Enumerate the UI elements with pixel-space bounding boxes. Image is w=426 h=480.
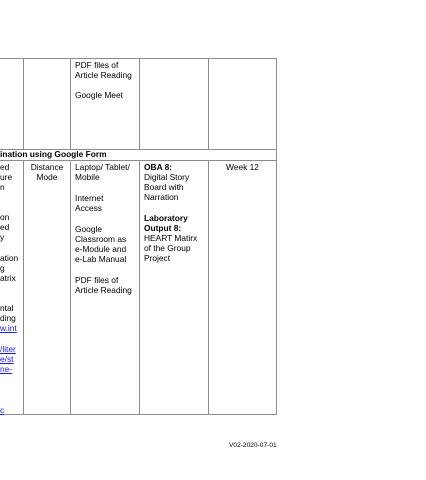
resources-line-7: Classroom as bbox=[75, 234, 127, 244]
left-fragment-7: y bbox=[0, 232, 5, 242]
left-fragment-11: atrix bbox=[0, 273, 16, 283]
resources-line-1: Mobile bbox=[75, 172, 100, 182]
lab-line-2: Project bbox=[144, 253, 171, 263]
resources-line-3: Internet bbox=[75, 193, 104, 203]
output-line-2: Narration bbox=[144, 192, 179, 202]
left-link-last[interactable]: c bbox=[0, 405, 5, 415]
left-link-4[interactable]: ne- bbox=[0, 364, 13, 374]
col-divider-1-lower bbox=[23, 160, 24, 415]
resources-line-8: e-Module and bbox=[75, 244, 127, 254]
col-divider-5 bbox=[276, 58, 277, 149]
resources-line-11: PDF files of bbox=[75, 275, 119, 285]
left-fragment-1: ure bbox=[0, 172, 13, 182]
left-link-0[interactable]: w.int bbox=[0, 323, 17, 333]
col-divider-2 bbox=[70, 58, 71, 149]
resources-line-6: Google bbox=[75, 224, 103, 234]
table-bottom-border bbox=[0, 414, 276, 415]
left-fragment-14: ntal bbox=[0, 303, 14, 313]
mode-line-1: Mode bbox=[36, 172, 58, 182]
col-divider-4-lower bbox=[208, 160, 209, 415]
output-line-0: Digital Story bbox=[144, 172, 190, 182]
lab-line-1: of the Group bbox=[144, 243, 191, 253]
resources-line-9: e-Lab Manual bbox=[75, 254, 127, 264]
col-divider-5-lower bbox=[276, 149, 277, 415]
lab-title-0: Laboratory bbox=[144, 213, 188, 223]
col-divider-2-lower bbox=[70, 160, 71, 415]
left-link-2[interactable]: /liter bbox=[0, 344, 16, 354]
col-divider-1 bbox=[23, 58, 24, 149]
mode-line-0: Distance bbox=[30, 162, 64, 172]
resources-line-0: Laptop/ Tablet/ bbox=[75, 162, 130, 172]
lab-title-1: Output 8: bbox=[144, 223, 182, 233]
left-fragment-0: ed bbox=[0, 162, 10, 172]
lab-line-0: HEART Matirx bbox=[144, 233, 198, 243]
section-header: ination using Google Form bbox=[0, 149, 107, 159]
resources-line-4: Access bbox=[75, 203, 102, 213]
left-fragment-5: on bbox=[0, 212, 10, 222]
output-line-1: Board with bbox=[144, 182, 184, 192]
top-resources-line-1: Article Reading bbox=[75, 70, 132, 80]
header-row-bottom-border bbox=[0, 160, 276, 161]
left-fragment-9: ation bbox=[0, 253, 19, 263]
resources-line-12: Article Reading bbox=[75, 285, 132, 295]
output-title: OBA 8: bbox=[144, 162, 173, 172]
col-divider-3 bbox=[139, 58, 140, 149]
left-fragment-6: ed bbox=[0, 222, 10, 232]
left-link-3[interactable]: e/st bbox=[0, 354, 14, 364]
left-fragment-2: n bbox=[0, 182, 5, 192]
document-version-code: V02-2020-07-01 bbox=[229, 442, 277, 449]
left-fragment-15: ding bbox=[0, 313, 16, 323]
col-divider-3-lower bbox=[139, 160, 140, 415]
top-resources-line-0: PDF files of bbox=[75, 60, 119, 70]
left-fragment-10: g bbox=[0, 263, 5, 273]
week-label: Week 12 bbox=[226, 162, 259, 172]
top-resources-line-3: Google Meet bbox=[75, 90, 123, 100]
col-divider-4 bbox=[208, 58, 209, 149]
table-top-border bbox=[0, 58, 276, 59]
